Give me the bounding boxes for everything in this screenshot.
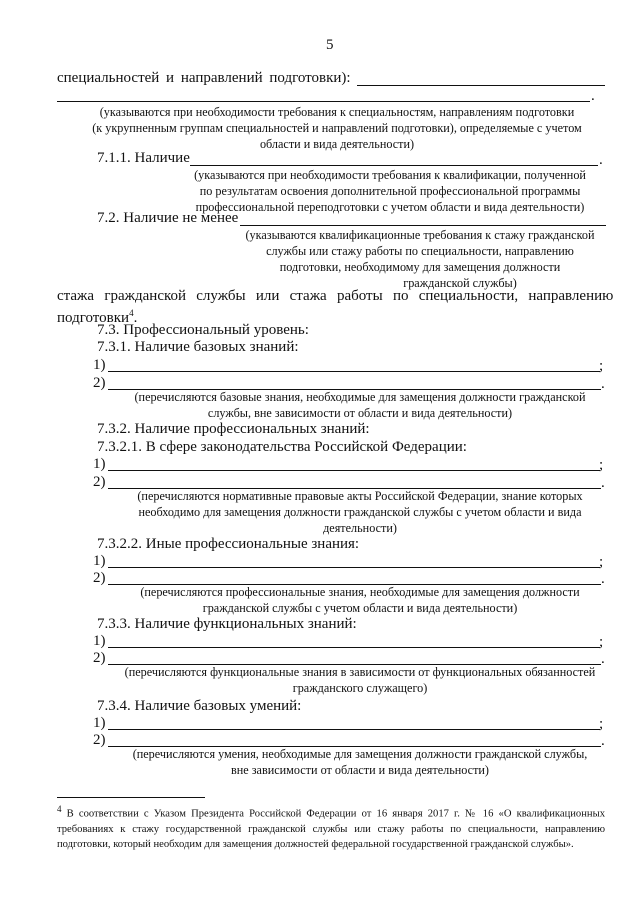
note-line: (перечисляются функциональные знания в зависимости от функциональных обязанностей — [124, 665, 596, 679]
note-line: службы, вне зависимости от области и вида деятельности) — [207, 406, 513, 420]
section-7322-label: 7.3.2.2. Иные профессиональные знания: — [97, 536, 360, 552]
period: . — [601, 475, 605, 491]
section-7-3-label: 7.3. Профессиональный уровень: — [97, 322, 309, 338]
input-line[interactable] — [108, 567, 600, 568]
section-731-note — [100, 389, 620, 421]
section-7-2-text: стажа гражданской службы или стажа работы по специальности, направлению — [57, 288, 614, 304]
note-line: службы или стажу работы по специальности, направлению — [266, 244, 574, 258]
footnote-divider — [57, 797, 205, 798]
item-number: 1) — [93, 357, 106, 373]
input-line[interactable] — [190, 165, 598, 166]
section-731-label: 7.3.1. Наличие базовых знаний: — [97, 339, 299, 355]
period: . — [601, 571, 605, 587]
item-number: 2) — [93, 650, 106, 666]
semicolon: ; — [599, 716, 604, 732]
note-line: деятельности) — [323, 521, 397, 535]
period: . — [133, 310, 138, 326]
period: . — [591, 88, 595, 104]
section-7-1-1-note — [170, 167, 610, 215]
section-7321-label: 7.3.2.1. В сфере законодательства Российской Федерации: — [97, 439, 467, 455]
note-line: (к укрупненным группам специальностей и направлений подготовки), определяемые с учетом — [92, 121, 582, 135]
section-734-label: 7.3.4. Наличие базовых умений: — [97, 698, 302, 714]
item-number: 1) — [93, 633, 106, 649]
footnote-text: В соответствии с Указом Президента Российской Федерации от 16 января 2017 г. № 16 «О квалификационных требованиях к стажу государственной гражданской службы или стажу работы по специальности, направлению подготовки, который необходим для замещения должностей федеральной государственной гражданской службы». — [57, 808, 605, 850]
note-line: (перечисляются базовые знания, необходимые для замещения должности гражданской — [134, 390, 586, 404]
footnote-ref[interactable]: 4 — [129, 308, 134, 318]
input-line[interactable] — [240, 225, 606, 226]
note-line: (указываются квалификационные требования к стажу гражданской — [245, 228, 595, 242]
item-number: 2) — [93, 474, 106, 490]
note-line: (перечисляются профессиональные знания, необходимые для замещения должности — [140, 585, 580, 599]
note-line: вне зависимости от области и вида деятельности) — [230, 763, 489, 777]
note-line: гражданской службы) — [403, 276, 517, 290]
intro-text: специальностей и направлений подготовки): — [57, 70, 351, 86]
note-line: необходимо для замещения должности гражданской службы с учетом области и вида — [138, 505, 582, 519]
section-7-1-1-label: 7.1.1. Наличие — [97, 150, 190, 166]
footnote-mark: 4 — [57, 804, 62, 814]
period: . — [601, 651, 605, 667]
period: . — [601, 376, 605, 392]
semicolon: ; — [599, 634, 604, 650]
item-number: 1) — [93, 553, 106, 569]
section-7-2-label: 7.2. Наличие не менее — [97, 210, 239, 226]
page-number: 5 — [326, 37, 334, 53]
section-734-note — [100, 746, 620, 778]
item-number: 2) — [93, 732, 106, 748]
period: . — [599, 152, 603, 168]
note-line: профессиональной переподготовки с учетом области и вида деятельности) — [195, 200, 585, 214]
input-line[interactable] — [108, 647, 600, 648]
section-732-label: 7.3.2. Наличие профессиональных знаний: — [97, 421, 370, 437]
input-line[interactable] — [108, 729, 600, 730]
note-line: гражданской службы с учетом области и вида деятельности) — [202, 601, 518, 615]
section-7-2-note — [225, 227, 615, 291]
section-733-label: 7.3.3. Наличие функциональных знаний: — [97, 616, 357, 632]
note-line: (указываются при необходимости требования к квалификации, полученной — [194, 168, 586, 182]
item-number: 2) — [93, 570, 106, 586]
semicolon: ; — [599, 457, 604, 473]
note-line: гражданского служащего) — [292, 681, 428, 695]
text: подготовки — [57, 310, 130, 326]
semicolon: ; — [599, 358, 604, 374]
input-line[interactable] — [108, 371, 600, 372]
note-line: (перечисляются умения, необходимые для замещения должности гражданской службы, — [132, 747, 588, 761]
note-line: подготовки, необходимому для замещения должности — [279, 260, 561, 274]
semicolon: ; — [599, 554, 604, 570]
section-7321-note — [100, 488, 620, 536]
note-line: области и вида деятельности) — [259, 137, 415, 151]
note-line: по результатам освоения дополнительной профессиональной программы — [199, 184, 581, 198]
item-number: 2) — [93, 375, 106, 391]
note-line: (перечисляются нормативные правовые акты Российской Федерации, знание которых — [137, 489, 583, 503]
note-line: (указываются при необходимости требования к специальностям, направлениям подготовки — [99, 105, 575, 119]
intro-note — [57, 104, 617, 152]
section-7322-note — [100, 584, 620, 616]
item-number: 1) — [93, 715, 106, 731]
input-line[interactable] — [57, 101, 590, 102]
section-733-note — [100, 664, 620, 696]
footnote — [57, 802, 605, 852]
item-number: 1) — [93, 456, 106, 472]
period: . — [601, 733, 605, 749]
input-line[interactable] — [357, 85, 605, 86]
input-line[interactable] — [108, 470, 600, 471]
